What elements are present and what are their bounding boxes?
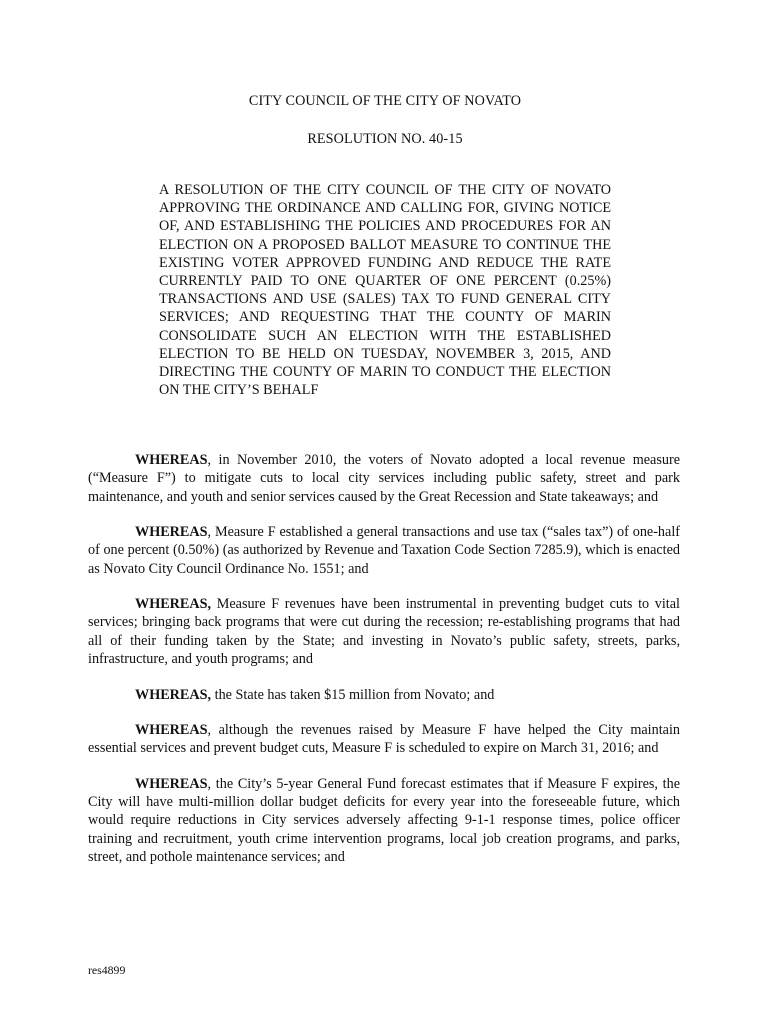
whereas-keyword: WHEREAS,: [135, 686, 212, 703]
whereas-paragraph-4: [88, 686, 680, 704]
paragraph-text: Measure F revenues have been instrumental in preventing budget cuts to vital services; bringing back programs that were cut during the recession; re-establishing programs that had all of their funding taken by the State; and investing in Novato’s public safety, streets, parks, infrastructure, and youth programs; and: [88, 596, 680, 668]
paragraph-text: , the City’s 5-year General Fund forecast estimates that if Measure F expires, the City will have multi-million dollar budget deficits for every year into the foreseeable future, which would require reductions in City services adversely affecting 9-1-1 response times, police officer training and recruitment, youth crime intervention programs, local job creation programs, and parks, street, and pothole maintenance services; and: [88, 775, 680, 865]
paragraph-text: , although the revenues raised by Measure F have helped the City maintain essential services and prevent budget cuts, Measure F is scheduled to expire on March 31, 2016; and: [88, 722, 680, 757]
paragraph-text: , in November 2010, the voters of Novato adopted a local revenue measure (“Measure F”) to mitigate cuts to local city services including public safety, street and park maintenance, and youth and senior services caused by the Great Recession and State takeaways; and: [88, 452, 680, 505]
whereas-keyword: WHEREAS: [135, 775, 208, 792]
resolution-title: A RESOLUTION OF THE CITY COUNCIL OF THE CITY OF NOVATO APPROVING THE ORDINANCE AND CALLING FOR, GIVING NOTICE OF, AND ESTABLISHING THE POLICIES AND PROCEDURES FOR AN ELECTION ON A PROPOSED BALLOT MEASURE TO CONTINUE THE EXISTING VOTER APPROVED FUNDING AND REDUCE THE RATE CURRENTLY PAID TO ONE QUARTER OF ONE PERCENT (0.25%) TRANSACTIONS AND USE (SALES) TAX TO FUND GENERAL CITY SERVICES; AND REQUESTING THAT THE COUNTY OF MARIN CONSOLIDATE SUCH AN ELECTION WITH THE ESTABLISHED ELECTION TO BE HELD ON TUESDAY, NOVEMBER 3, 2015, AND DIRECTING THE COUNTY OF MARIN TO CONDUCT THE ELECTION ON THE CITY’S BEHALF: [159, 182, 611, 399]
resolution-body: [88, 451, 680, 883]
document-id: res4899: [88, 963, 126, 977]
whereas-keyword: WHEREAS: [135, 722, 208, 739]
paragraph-text: the State has taken $15 million from Novato; and: [211, 686, 495, 703]
resolution-number: RESOLUTION NO. 40-15: [307, 131, 463, 147]
whereas-paragraph-5: [88, 721, 680, 758]
council-title: CITY COUNCIL OF THE CITY OF NOVATO: [248, 93, 522, 109]
whereas-paragraph-6: [88, 775, 680, 866]
whereas-paragraph-1: [88, 451, 680, 506]
whereas-keyword: WHEREAS,: [135, 596, 212, 613]
whereas-keyword: WHEREAS: [135, 452, 208, 468]
whereas-paragraph-2: [88, 523, 680, 578]
whereas-keyword: WHEREAS: [135, 524, 208, 541]
whereas-paragraph-3: [88, 595, 680, 668]
paragraph-text: , Measure F established a general transactions and use tax (“sales tax”) of one-half of one percent (0.50%) (as authorized by Revenue and Taxation Code Section 7285.9), which is enacted as Novato City Council Ordinance No. 1551; and: [88, 524, 680, 577]
